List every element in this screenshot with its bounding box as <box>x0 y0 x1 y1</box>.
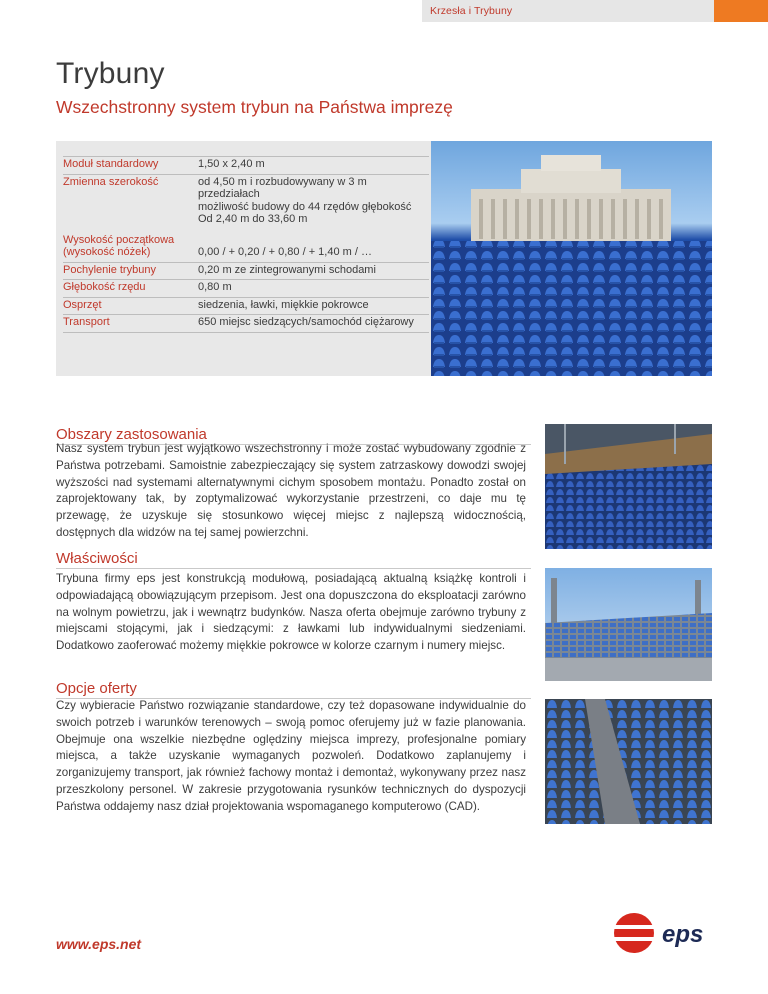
spec-label: Transport <box>63 316 110 328</box>
section-title-obszary: Obszary zastosowania <box>56 426 207 443</box>
stage-seating-photo <box>545 424 712 549</box>
spec-row <box>63 156 429 174</box>
spec-row <box>63 174 429 229</box>
spec-value-line: 650 miejsc siedzących/samochód ciężarowy <box>198 316 414 328</box>
spec-row <box>63 314 429 333</box>
grandstand-palace-photo <box>431 141 712 376</box>
spec-value-line <box>198 234 429 247</box>
section-text-wlasciwosci: Trybuna firmy eps jest konstrukcją modułową, posiadającą aktualną książkę kontroli i odpowiadającą obowiązującym przepisom. Jest ona dopuszczona do eksploatacji zarówno na wolnym powietrzu, jak i wewnątrz budynków. Nasza oferta obejmuje zarówno trybuny z miejscami stojącymi, jak i siedzącymi: z ławkami lub indywidualnymi siedzeniami. Dodatkowo zaoferować możemy miękkie pokrowce w kolorze czarnym i numery miejsc. <box>56 572 526 653</box>
page-subtitle: Wszechstronny system trybun na Państwa imprezę <box>56 97 453 117</box>
spec-value <box>198 263 429 280</box>
spec-value <box>198 298 429 315</box>
spec-row <box>63 279 429 297</box>
page-title: Trybuny <box>56 57 165 90</box>
spec-value <box>198 315 429 332</box>
outdoor-grandstand-photo <box>545 568 712 681</box>
spec-row <box>63 262 429 280</box>
spec-value-line: Od 2,40 m do 33,60 m <box>198 213 308 225</box>
spec-value-line: możliwość budowy do 44 rzędów głębokość <box>198 200 412 213</box>
spec-value <box>198 233 429 262</box>
spec-value-line: przedziałach <box>198 188 260 200</box>
divider <box>56 568 531 569</box>
section-text-obszary: Nasz system trybun jest wyjątkowo wszechstronny i może zostać wybudowany zgodnie z Państwa potrzebami. Samoistnie zabezpieczający się system zatrzaskowy dowodzi swojej wyższości nad systemami alternatywnymi cichym sposobem montażu. Ponadto został on zaprojektowany tak, by zoptymalizować wykorzystanie przestrzeni, co daje mu tę przewagę, że uzyskuje się stosunkowo więcej miejsc z najlepszą widocznością, dostępnych dla widzów na tej samej powierzchni. <box>56 442 526 539</box>
category-label: Krzesła i Trybuny <box>430 5 513 17</box>
seat-rows-photo <box>545 699 712 824</box>
svg-text:eps: eps <box>662 921 704 948</box>
spec-label: Osprzęt <box>63 298 102 311</box>
spec-value-line: 1,50 x 2,40 m <box>198 158 265 170</box>
website-link[interactable]: www.eps.net <box>56 936 142 952</box>
spec-value-line: od 4,50 m i rozbudowywany w 3 m <box>198 175 367 188</box>
orange-corner-tab <box>714 0 768 22</box>
spec-table <box>63 156 429 333</box>
spec-value-line: 0,00 / + 0,20 / + 0,80 / + 1,40 m / … <box>198 246 372 258</box>
spec-value <box>198 157 429 174</box>
spec-value <box>198 175 429 229</box>
spec-label: Wysokość początkowa (wysokość nóżek) <box>63 233 175 258</box>
spec-row <box>63 233 429 262</box>
spec-label: Moduł standardowy <box>63 158 159 170</box>
spec-row <box>63 297 429 315</box>
section-title-opcje: Opcje oferty <box>56 680 137 697</box>
spec-label: Zmienna szerokość <box>63 175 159 188</box>
section-title-wlasciwosci: Właściwości <box>56 550 138 567</box>
spec-value-line: siedzenia, ławki, miękkie pokrowce <box>198 298 369 311</box>
spec-value-line: 0,80 m <box>198 281 232 293</box>
spec-label: Głębokość rzędu <box>63 281 146 293</box>
spec-label: Pochylenie trybuny <box>63 263 156 276</box>
section-text-opcje: Czy wybieracie Państwo rozwiązanie standardowe, czy też dopasowane indywidualnie do swoich potrzeb i warunków terenowych – swoją pomoc oferujemy już w fazie planowania. Obejmuje ona wszelkie niezbędne oględziny miejsca imprezy, profesjonalne pomiary miejsca, a także uzyskanie wymaganych pozwoleń. Dodatkowo zaplanujemy i zorganizujemy transport, jak również fachowy montaż i demontaż, wykonywany przez nasz przeszkolony personel. W zakresie przygotowania rysunków technicznych do dyspozycji Państwa oddajemy nasz dział projektowania wspomaganego komputerowo (CAD). <box>56 699 526 813</box>
eps-logo <box>612 910 722 956</box>
spec-value <box>198 280 429 297</box>
spec-value-line: 0,20 m ze zintegrowanymi schodami <box>198 263 376 276</box>
